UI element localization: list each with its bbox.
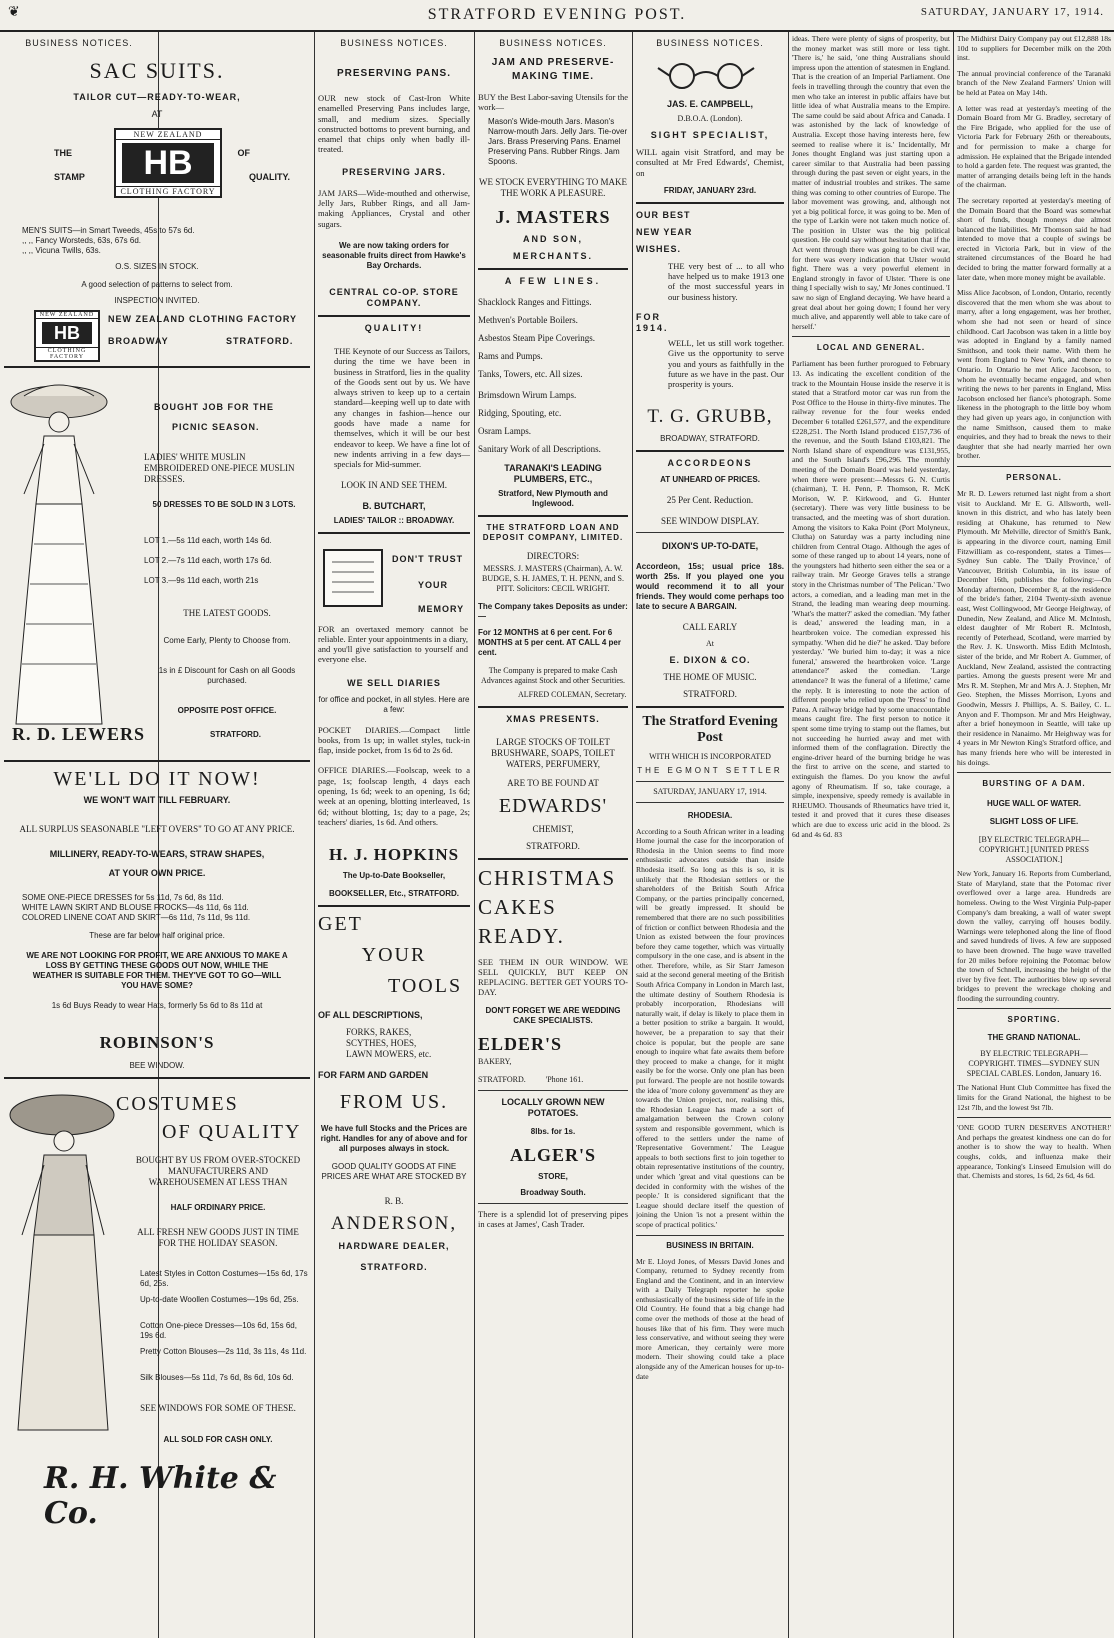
ad-text: MESSRS. J. MASTERS (Chairman), A. W. BUDGE, S. H. JAMES, T. H. PENN, and S. PITT. Solicitors: CECIL WRIGHT. <box>482 563 624 593</box>
ad-text: LOOK IN AND SEE THEM. <box>340 479 448 490</box>
ad-text: STRATFORD. <box>526 840 580 851</box>
ad-text: QUALITY. <box>248 172 290 182</box>
ad-subhead: TAILOR CUT—READY-TO-WEAR, <box>73 92 241 102</box>
lot-line: LOT 3.—9s 11d each, worth 21s <box>144 576 259 585</box>
ad-headline: TOOLS <box>388 975 463 998</box>
column-rule <box>314 32 315 1638</box>
divider <box>478 1090 628 1091</box>
ad-text: The Company is prepared to make Cash Advances against Stock and other Securities. <box>481 665 625 685</box>
ad-text: We are now taking orders for seasonable fruits direct from Hawke's Bay Orchards. <box>322 240 466 270</box>
ad-text: At <box>706 638 714 648</box>
ad-text: D.B.O.A. (London). <box>677 114 743 123</box>
ad-headline: XMAS PRESENTS. <box>506 713 600 724</box>
ad-headline: LOCALLY GROWN NEW POTATOES. <box>501 1096 605 1118</box>
ad-headline: NEW YEAR <box>636 226 693 237</box>
ad-text: BAKERY, <box>478 1056 512 1066</box>
ad-text: THE Keynote of our Success as Tailors, during the time we have been in business in Stratford, lies in the quality of the Goods sent out by us. We have always striven to keep up to a certain standard—keeping well up to date with any changes in fashion—hence our goods have made a name for themselves, which it will be our best endeavor to keep. We have a fine lot of new indents arriving in a few days—specials for Mid-summer. <box>334 345 470 470</box>
divider <box>478 858 628 860</box>
divider <box>957 466 1111 467</box>
price-line: SOME ONE-PIECE DRESSES for 5s 11d, 7s 6d, 8s 11d. <box>22 893 224 902</box>
masthead-title: STRATFORD EVENING POST. <box>427 6 687 23</box>
ad-subhead: FOR 1914. <box>636 312 669 334</box>
article-headline: PERSONAL. <box>1006 472 1062 482</box>
logo-text: HB <box>42 322 92 344</box>
ad-advertiser: ANDERSON, <box>330 1213 458 1235</box>
article-body: Parliament has been further prorogued to February 13. As indicating the excellent condition of the track to the Mountain House inside the reserve it is stated that a Stratford motor car was run from the Post Office to the House in thirty-five minutes. The railway revenue for the four weeks ended December 6 totalled £261,577, and the expenditure £228,251. The North Island produced £157,736 of the revenue, and the South Island £103,821. The North Island share of expenditure was £131,955, and the South Island's £96,296. The monthly meeting of the Domain Board was held yesterday, when there were present:—Messrs G. N. Curtis (chairman), T. H. Penn, P. Thomson, R. McK Morison, W. P. Kirkwood, and G. Hunter (secretary). There was very little business to be transacted, and the meeting was of short duration. Among the visitors to Kaka Point (Port Molyneux, Clutha) on Saturday was a party including nine children from Central Otago. Although the ages of some of these ranged up to about 14 years, none of the youngsters had hitherto seen either the sea or a railway train. Mr George Graves tells a strange story in the Christmas number of 'The Pelican.' Two actors, a comedian, and a leading man met in the Strand, the leading man wearing deep mourning. 'What's the matter?' asked the comedian. 'My father is dead,' answered the leading man, in a heartbroken voice. The comedian expressed his sympathy. 'When did he die?' he asked. 'Day before yesterday.' 'We buried him to-day; it was a nice funeral,' answered the heartbroken voice. 'Large attendance?' asked the comedian. 'Large attendance? It was the funeral of a lifetime,' came the reply. It is interesting to note the action of different people who relied upon the 'Press' to find Patea. A railway bridge had by some unaccountable means caught fire. The first person to notice it spent some time trying to stamp out the flames, but not succeeding he hurried away and met with informed them of the conflagration. Directly the engine-driver heard of the burning bridge he was the first to arrive on the scene, and started to extinguish the flames. Do you know the awful agony of Rheumatism. If so, take courage, a simple, inexpensive, speedy remedy is available in RHEUMO. Thousands of Rheumatics have tried it, tested it and proved that it cures these diseases which are due to excess uric acid in the blood. 2s 6d and 4s 6d. 83 <box>792 359 950 839</box>
divider <box>4 760 310 762</box>
price-line: Latest Styles in Cotton Costumes—15s 6d, 17s 6d, 25s. <box>140 1269 308 1288</box>
ad-text: DIRECTORS: <box>526 550 580 561</box>
logo-text: HB <box>122 143 214 183</box>
ad-text: LARGE STOCKS OF TOILET BRUSHWARE, SOAPS, TOILET WATERS, PERFUMERY, <box>491 736 615 769</box>
ad-text: ALL SOLD FOR CASH ONLY. <box>163 1435 273 1444</box>
ad-list: Mason's Wide-mouth Jars. Mason's Narrow-mouth Jars. Jelly Jars. Tie-over Jars. Brass Preserving Pans. Enamel Preserving Pans. Rubber Rings. Jam Spoons. <box>488 116 628 166</box>
masthead-date: SATURDAY, JANUARY 17, 1914. <box>920 6 1104 18</box>
ad-costumes <box>4 1085 310 1475</box>
column-4 <box>636 34 784 1638</box>
article-body: The annual provincial conference of the Taranaki branch of the New Zealand Farmers' Union will be held at Patea on May 14th. <box>957 68 1111 97</box>
ad-headline: WE'LL DO IT NOW! <box>53 768 261 790</box>
ad-text: STRATFORD. <box>683 688 737 699</box>
ad-subhead: PICNIC SEASON. <box>172 422 260 432</box>
article-body: Mr E. Lloyd Jones, of Messrs David Jones and Company, returned to Sydney recently from England and the Continent, and in an interview with a Daily Telegraph reporter he spoke enthusiastically of the business side of life in the Old Country. He found that a big change had come over the methods of those at the head of houses like that of his firm. They were much less conservative, and without seeing they were more American, they certainly were more modern. Their showing could take a place alongside any of the American houses for up-to-date <box>636 1256 784 1381</box>
ad-headline: FROM US. <box>339 1091 449 1114</box>
article-credit: BY ELECTRIC TELEGRAPH—COPYRIGHT. TIMES—SYDNEY SUN SPECIAL CABLES. London, January 16. <box>966 1049 1102 1079</box>
ad-text: There is a splendid lot of preserving pipes in cases at James', Cash Trader. <box>478 1208 628 1230</box>
ad-advertiser: CENTRAL CO-OP. STORE COMPANY. <box>329 286 459 308</box>
divider <box>957 772 1111 773</box>
ad-text: OUR new stock of Cast-Iron White enamelled Preserving Pans includes large, small, and medium sizes. Specially constructed bottoms to prevent burning, and enamel that chips only when badly ill-treated. <box>318 93 470 155</box>
ad-text: BUY the Best Labor-saving Utensils for the work— <box>478 92 628 113</box>
ad-text: INSPECTION INVITED. <box>114 296 200 305</box>
ad-headline: OUR BEST <box>636 209 691 220</box>
ad-headline: COSTUMES <box>116 1093 239 1115</box>
ad-text: SEE WINDOWS FOR SOME OF THESE. <box>140 1403 296 1413</box>
lot-line: LOT 2.—7s 11d each, worth 17s 6d. <box>144 556 272 565</box>
ad-text: BEE WINDOW. <box>129 1061 185 1070</box>
ad-text: 50 DRESSES TO BE SOLD IN 3 LOTS. <box>152 500 296 509</box>
ad-text: THE HOME OF MUSIC. <box>663 671 757 682</box>
ad-text: Broadway South. <box>520 1187 586 1197</box>
masthead-ornament: ❦ <box>8 5 20 20</box>
price-line: ,, ,, Fancy Worsteds, 63s, 67s 6d. <box>22 236 142 245</box>
masthead <box>0 0 1114 32</box>
ad-text: OPPOSITE POST OFFICE. <box>177 706 277 715</box>
column-rule <box>632 32 633 1638</box>
ad-text: MERCHANTS. <box>513 250 593 261</box>
ad-text: Accordeon, 15s; usual price 18s. worth 25s. If you played one you would recommend it to all your friends. They would come perhaps too late to secure A BARGAIN. <box>636 561 784 611</box>
hb-logo <box>114 128 222 198</box>
ad-text: WE STOCK EVERYTHING TO MAKE THE WORK A PLEASURE. <box>479 176 627 198</box>
ad-text: 8lbs. for 1s. <box>530 1126 576 1136</box>
ad-advertiser: ELDER'S <box>478 1033 563 1054</box>
ad-headline: PRESERVING PANS. <box>337 68 451 79</box>
ad-advertiser: E. DIXON & CO. <box>669 654 751 665</box>
ad-text: OF <box>237 148 250 158</box>
section-heading: BUSINESS NOTICES. <box>25 38 133 48</box>
ad-headline: CAKES <box>478 894 557 919</box>
divider <box>318 315 470 317</box>
ad-text: GOOD QUALITY GOODS AT FINE PRICES ARE WHAT ARE STOCKED BY <box>321 1162 467 1182</box>
ad-text: BOUGHT BY US FROM OVER-STOCKED MANUFACTURERS AND WAREHOUSEMEN AT LESS THAN <box>135 1155 301 1187</box>
article-body: 'ONE GOOD TURN DESERVES ANOTHER!' And perhaps the greatest kindness one can do for another is to show the way to health. When coughs, colds, and influenza make their appearance, Tonking's Linseed Emulsion will do that. Chemists and stores, 1s 6d, 2s 6d, 4s 6d. <box>957 1123 1111 1181</box>
ad-text: BROADWAY, STRATFORD. <box>660 433 760 443</box>
ad-advertiser: B. BUTCHART, <box>362 500 426 511</box>
ad-text: LADIES' WHITE MUSLIN EMBROIDERED ONE-PIECE MUSLIN DRESSES. <box>144 452 295 484</box>
paper-date: SATURDAY, JANUARY 17, 1914. <box>653 786 767 796</box>
ad-line: Rams and Pumps. <box>478 350 543 361</box>
article-body: ideas. There were plenty of signs of prosperity, but the money market was still more or less tight. 'There is,' he said, 'one thing Australians should impress upon the attention of statesmen in England. That is the creation of an Imperial Parliament. One feels in travelling through the country that even the men who take an interest in public affairs have but little idea of what Australia means to the Empire. The same could be said about Africa and Canada. I was astonished by the lack of knowledge of Australia. Except those having interests here, few seemed to realise where it is.' Incidentally, Mr Jones thought England was just starting upon a career similar to that Australia had been passing through during the past seven or eight years, in the matter of industrial troubles and strikes. The same thing was coming to other countries of Europe. The labor movement was growing, and, although not yet a big political force, it was going to be. Men of the type of Larkin were not taken much notice of. The position in Ulster was the big political question. He could say without hesitation that if the Act went through there was going to be civil war, for there was every indication that Ulster would fight. There was a very powerful element in England strongly in favor of Ulster. 'There is one thing I specially wish to say,' Mr Jones continued. 'I saw no sign of England decaying. We have heard a great deal about her going down; I found her very much alive, and apparently well able to take care of herself.' <box>792 34 950 331</box>
divider <box>636 706 784 708</box>
ad-headline: A FEW LINES. <box>504 275 602 286</box>
ad-line: Sanitary Work of all Descriptions. <box>478 443 601 454</box>
divider <box>636 532 784 533</box>
article-body: Mr R. D. Lewers returned last night from a short visit to Auckland. Mr E. G. Allsworth, well-known in this district, and who has lately been residing at Ohakune, has returned to New Plymouth. Mr Melville, director of Smith's Bank, is appearing in the divorce court, naming Emil Fitzwilliam as co-respondent, states a Times—Sydney Sun cable. The 'Daily Province,' of Vancouver, British Columbia, in its issue of December 16th, publishes the following:—On Monday afternoon, December 8, at the residence of the bride's father, 2104 Twenty-sixth avenue east, West Collingwood, Mr George Heighway, of Dunedin, New Zealand, and Alice M. McIntosh, eldest daughter of Mr Robert R. McIntosh, recently of Peterhead, Scotland, were married by the Rev. J. K. Unsworth. Miss Edith McIntosh, sister of the bride, and Mr Robert A. Gummer, of Auckland, New Zealand, assisted the contracting parties. Among the guests present were Mr and Mrs R. M. Stephen, Mr and Mrs A. J. Stephen, Mr Geo. Stephen, the Misses Morrison, Lyons and Goodwin, Messrs J. Phillips, A. S. Bailey, C. L. Anyon and F. Thompson. Mr and Mrs Heighway, after a brief honeymoon in Seattle, will take up their residence in Nanaimo. Mr Heighway was for 4 years in Mr Newton King's Stratford office, and has many friends here who will be interested in his doings. <box>957 488 1111 767</box>
ad-advertiser: NEW ZEALAND CLOTHING FACTORY <box>108 314 297 324</box>
ad-text: A good selection of patterns to select from. <box>81 280 233 289</box>
ad-signature: R. H. White & Co. <box>44 1461 277 1531</box>
divider <box>318 905 470 907</box>
ad-text: CALL EARLY <box>682 621 738 632</box>
ad-text: AT <box>151 109 163 119</box>
article-subhead: HUGE WALL OF WATER. <box>987 799 1081 809</box>
spectacles-icon <box>656 60 756 90</box>
ad-text: ALL FRESH NEW GOODS JUST IN TIME FOR THE HOLIDAY SEASON. <box>137 1227 299 1248</box>
ad-advertiser: ROBINSON'S <box>99 1033 215 1052</box>
ad-text: WELL, let us still work together. Give us the opportunity to serve you and yours as faithfully in the future as we have in the past. Our prosperity is yours. <box>668 338 784 390</box>
logo-text: CLOTHING FACTORY <box>36 347 98 360</box>
divider <box>636 781 784 782</box>
divider <box>792 336 950 337</box>
ad-headline: CHRISTMAS <box>478 865 617 890</box>
ad-text: ALFRED COLEMAN, Secretary. <box>518 689 627 699</box>
column-5 <box>792 34 950 1638</box>
divider <box>478 1203 628 1204</box>
divider <box>4 366 310 368</box>
ad-text: THE <box>54 148 72 158</box>
ad-text: AT YOUR OWN PRICE. <box>108 868 206 878</box>
ad-headline: ACCORDEONS <box>667 457 753 468</box>
ad-text: ARE TO BE FOUND AT <box>507 777 599 788</box>
ad-headline: YOUR <box>361 944 427 967</box>
ad-advertiser: T. G. GRUBB, <box>647 405 773 427</box>
ad-text: HALF ORDINARY PRICE. <box>170 1203 266 1212</box>
ad-text: 1s 6d Buys Ready to wear Hats, formerly 5s 6d to 8s 11d at <box>51 1001 263 1010</box>
ad-text: DON'T FORGET WE ARE WEDDING CAKE SPECIALISTS. <box>485 1005 621 1025</box>
ad-text: THE very best of ... to all who have helped us to make 1913 one of the most successful years in our business history. <box>668 260 784 302</box>
article-body: The secretary reported at yesterday's meeting of the Domain Board that the Board was somewhat short of funds, though moneys due almost balanced the liabilities. Mr Thomson said he had intended to move that a couple of swings be erected in Victoria Park, but in view of the straitened circumstances of the Board he had decided to bring the matter forward formally at a later date, when more money might be available. <box>957 195 1111 282</box>
article-body: A letter was read at yesterday's meeting of the Domain Board from Mr G. Bradley, secretary of the Fire Brigade, who applied for the use of Victoria Park for February 26th or thereabouts, and for permission to make a charge for admission. He explained that the Brigade intended to hold a garden fete. The request was granted, the matter of arranging details being left in the hands of the chairman. <box>957 103 1111 190</box>
ad-headline: BOUGHT JOB FOR THE <box>154 402 275 412</box>
column-3 <box>478 34 628 1638</box>
ad-text: 1s in £ Discount for Cash on all Goods purchased. <box>158 666 296 685</box>
ad-text: JAM JARS—Wide-mouthed and otherwise, Jelly Jars, Rubber Rings, and all Jam-making Appliances, Crystal and other sugars. <box>318 187 470 229</box>
ad-headline: READY. <box>478 923 565 948</box>
ad-text: HARDWARE DEALER, <box>338 1241 450 1252</box>
divider <box>478 268 628 270</box>
article-headline: SPORTING. <box>1007 1015 1061 1025</box>
ad-text: These are far below half original price. <box>89 931 225 940</box>
ad-text: STORE, <box>538 1171 568 1181</box>
ad-text: BROADWAY <box>108 336 169 346</box>
ad-line: Osram Lamps. <box>478 425 531 436</box>
price-line: MEN'S SUITS—in Smart Tweeds, 45s to 57s 6d. <box>22 226 195 235</box>
column-rule <box>474 32 475 1638</box>
section-heading: BUSINESS NOTICES. <box>656 38 764 48</box>
divider <box>318 532 470 534</box>
lady-illustration-icon <box>4 374 114 734</box>
ad-text: THE LATEST GOODS. <box>183 608 271 618</box>
ad-text: STRATFORD. 'Phone 161. <box>478 1074 584 1084</box>
price-line: COLORED LINENE COAT AND SKIRT—6s 11d, 7s 11d, 9s 11d. <box>22 913 251 922</box>
ad-text: LADIES' TAILOR :: BROADWAY. <box>333 515 455 525</box>
ad-text: STRATFORD. <box>226 336 294 346</box>
divider <box>636 202 784 204</box>
ad-sac-suits <box>4 58 310 360</box>
divider <box>636 802 784 803</box>
ad-headline: QUALITY! <box>364 322 424 333</box>
logo-text: NEW ZEALAND <box>116 130 220 140</box>
section-heading: BUSINESS NOTICES. <box>499 38 607 48</box>
ad-headline: SAC SUITS. <box>89 58 225 83</box>
price-line: WHITE LAWN SKIRT AND BLOUSE FROCKS—4s 11d, 6s 11d. <box>22 903 249 912</box>
divider <box>478 515 628 517</box>
article-body: New York, January 16. Reports from Cumberland, State of Maryland, state that the Potomac river overflowed over a large area. Hundreds are homeless. Owing to the West Virginia Pulp-paper Company's dam breaking, a wall of water swept down the valley, carrying off houses bodily. Warnings were telephoned along the line of flood and saved hundreds of lives. A few are supposed to have been drowned. The huge wave travelled for 20 miles before rejoining the Potomac below the town of Schnell, increasing the height of the river by five feet. The authorities blew up several bridges to prevent the wreckage choking and flooding the surrounding country. <box>957 869 1111 1003</box>
price-line: Pretty Cotton Blouses—2s 11d, 3s 11s, 4s 11d. <box>140 1347 307 1356</box>
article-headline: BURSTING OF A DAM. <box>982 779 1086 789</box>
ad-lewers <box>4 374 310 754</box>
ad-text: for office and pocket, in all styles. Here are a few: <box>318 694 470 714</box>
ad-advertiser: JAS. E. CAMPBELL, <box>666 99 753 109</box>
price-line: Silk Blouses—5s 11d, 7s 6d, 8s 6d, 10s 6d. <box>140 1373 294 1382</box>
divider <box>636 450 784 452</box>
ad-text: O.S. SIZES IN STOCK. <box>115 262 199 271</box>
ad-subhead: FOR FARM AND GARDEN <box>318 1070 429 1081</box>
ad-text: STRATFORD. <box>210 730 261 739</box>
ad-text: WILL again visit Stratford, and may be consulted at Mr Fred Edwards', Chemist, on <box>636 147 784 178</box>
ad-headline: WE SELL DIARIES <box>347 677 441 688</box>
ad-text: BOOKSELLER, Etc., STRATFORD. <box>328 889 460 899</box>
ad-headline: DIXON'S UP-TO-DATE, <box>661 540 759 551</box>
ad-text: The Company takes Deposits as under:— <box>478 601 628 621</box>
ad-line: Methven's Portable Boilers. <box>478 314 578 325</box>
ad-advertiser: TARANAKI'S LEADING PLUMBERS, ETC., <box>504 462 602 484</box>
article-body: Miss Alice Jacobson, of London, Ontario, recently discovered that the men whom she was about to marry, after a long engagement, was her brother, whom she had not seen or heard of since childhood. Carl Jacobson was taken in a little boy was adopted in England by a family named Smithson, and took their name. With them he went from England to New York, and thence to Ontario. In Ontario he met Alice Jacobson, to whom he eventually became engaged, and when writing the news to her parents in England, Miss Jacobson enclosed her fiance's photograph. Some likeness in the photograph to the little boy whom they had given up years ago, in conjunction with the name Smithson, caused them to make enquiries, and they had to break the news to their daughter that she had nearly married her own brother. <box>957 288 1111 461</box>
hb-logo-small <box>34 310 100 362</box>
ad-subhead: OF ALL DESCRIPTIONS, <box>318 1010 423 1021</box>
article-subhead: SLIGHT LOSS OF LIFE. <box>989 817 1079 827</box>
article-body: The Midhirst Dairy Company pay out £12,888 18s 10d to suppliers for December milk on the 20th inst. <box>957 34 1111 63</box>
price-line: Up-to-date Woollen Costumes—19s 6d, 25s. <box>140 1295 299 1304</box>
ad-text: Come Early, Plenty to Choose from. <box>163 636 291 645</box>
ad-text: The Up-to-Date Bookseller, <box>342 871 446 881</box>
ad-text: MILLINERY, READY-TO-WEARS, STRAW SHAPES, <box>49 849 265 859</box>
ad-subhead: WE WON'T WAIT TILL FEBRUARY. <box>83 795 231 805</box>
ad-advertiser: ALGER'S <box>509 1144 597 1165</box>
ad-text: FORKS, RAKES, SCYTHES, HOES, LAWN MOWERS, etc. <box>346 1027 432 1060</box>
divider <box>478 706 628 708</box>
ad-advertiser: R. D. LEWERS <box>12 724 146 744</box>
ad-text: ALL SURPLUS SEASONABLE "LEFT OVERS" TO GO AT ANY PRICE. <box>19 824 295 834</box>
logo-text: NEW ZEALAND <box>36 312 98 319</box>
ad-headline: JAM AND PRESERVE-MAKING TIME. <box>491 57 615 82</box>
price-line: ,, ,, Vicuna Twills, 63s. <box>22 246 101 255</box>
ad-text: R. B. <box>384 1196 404 1207</box>
ad-text: FRIDAY, JANUARY 23rd. <box>663 185 757 195</box>
ad-text: POCKET DIARIES.—Compact little books, from 1s up; in wallet styles, tuck-in flap, inside pocket, from 1s 6d to 2s 6d. <box>318 724 470 756</box>
article-body: The National Hunt Club Committee has fixed the limits for the Grand National, the highest to be 12st 7lb, and the lowest 9st 7lb. <box>957 1083 1111 1112</box>
ad-text: 25 Per Cent. Reduction. <box>666 494 754 505</box>
divider <box>957 1117 1111 1118</box>
ad-line: Asbestos Steam Pipe Coverings. <box>478 332 595 343</box>
ad-advertiser: H. J. HOPKINS <box>328 845 460 865</box>
ad-text: Stratford, New Plymouth and Inglewood. <box>498 488 608 508</box>
ad-headline: WISHES. <box>636 243 682 254</box>
ad-line: Tanks, Towers, etc. All sizes. <box>478 368 583 379</box>
section-heading: BUSINESS NOTICES. <box>340 38 448 48</box>
ad-subhead: PRESERVING JARS. <box>342 166 446 177</box>
column-rule <box>788 32 789 1638</box>
ad-advertiser: J. MASTERS <box>495 206 611 227</box>
ad-headline: SIGHT SPECIALIST, <box>650 130 770 140</box>
ad-text: SEE THEM IN OUR WINDOW. WE SELL QUICKLY, BUT KEEP ON REPLACING. BETTER GET YOURS TO-DAY. <box>478 956 628 998</box>
ad-text: We have full Stocks and the Prices are right. Handles for any of above and for all purposes always in stock. <box>320 1124 468 1154</box>
ad-advertiser: EDWARDS' <box>498 794 608 817</box>
ad-line: Ridging, Spouting, etc. <box>478 407 562 418</box>
article-headline: LOCAL AND GENERAL. <box>816 343 926 353</box>
lady-illustration-icon <box>4 1085 124 1435</box>
ad-text: OFFICE DIARIES.—Foolscap, week to a page, 1s; foolscap length, 4 days each opening, 1s 6d; week to an opening, 1s 6d; week at an opening, blotting interleaved, 1s 6d; without blotting, 1s; day to a page, 2s; teachers' diaries, 1s 6d. And others. <box>318 765 470 827</box>
article-body: According to a South African writer in a leading Home journal the case for the incorporation of Rhodesia in the Union seems to find more enthusiastic advocates outside than inside Rhodesia itself. So long as this is so, it is unlikely that the Rhodesian settlers or the shareholders of the British South Africa Company, or the parties principally concerned, will be greatly impressed. It should be remembered that there are no such possibilities of friction or conflict between Rhodesia and the Union as existed between the four provinces before they came together, which was virtually compulsory in the one case, and is absent in the other. Therefore, while, as Sir Starr Jameson said at the second general meeting of the British South Africa Company in London in March last, the ultimate destiny of Southern Rhodesia is probably incorporation, Rhodesians will naturally wait, if delay is likely to place them in a better position to strike a bargain. It would, however, be a preparation to say that their choice is popular, but the people are sane enough to inquire what fate awaits them before they proceed to make a change, for it might easily be for the worse. Only one plan has been put forward. The people are not hostile towards the idea of 'more colony government' as they are towards the Union project, nor, realising this, the Rhodesian League has made a sort of amalgamation between the Crown colony system and responsible government, which is offered to the settlers under the name of 'Representative Government.' The League appeals to both sections first to join together to obtain representative institutions of the country, under which 'great and vital questions can be decided in conformity with the wishes of the people.' It is considered significant that the League should declare itself the question of joining the Union 'is not a present within the scope of practical politics.' <box>636 826 784 1229</box>
column-1 <box>4 34 310 1638</box>
ad-text: STRATFORD. <box>360 1262 428 1273</box>
ad-text: AND SON, <box>522 233 583 244</box>
column-rule <box>953 32 954 1638</box>
logo-text: CLOTHING FACTORY <box>116 186 220 196</box>
article-headline: BUSINESS IN BRITAIN. <box>666 1240 754 1250</box>
paper-subtitle: THE EGMONT SETTLER <box>637 765 783 775</box>
ad-line: Brimsdown Wirum Lamps. <box>478 389 577 400</box>
ad-subhead: AT UNHEARD OF PRICES. <box>660 474 760 484</box>
paper-nameplate: The Stratford Evening Post <box>642 713 778 745</box>
ad-text: CHEMIST, <box>532 823 574 834</box>
price-line: Cotton One-piece Dresses—10s 6d, 15s 6d, 19s 6d. <box>140 1321 297 1340</box>
ad-subhead: YOUR <box>418 579 449 590</box>
ad-text: SEE WINDOW DISPLAY. <box>661 515 759 526</box>
column-6 <box>957 34 1111 1638</box>
paper-subtitle: WITH WHICH IS INCORPORATED <box>649 751 771 761</box>
column-2 <box>318 34 470 1638</box>
lot-line: LOT 1.—5s 11d each, worth 14s 6d. <box>144 536 272 545</box>
ad-text: STAMP <box>54 172 85 182</box>
divider <box>4 1077 310 1079</box>
ad-text: For 12 MONTHS at 6 per cent. For 6 MONTHS at 5 per cent. AT CALL 4 per cent. <box>478 627 621 657</box>
article-credit: [BY ELECTRIC TELEGRAPH—COPYRIGHT.] [UNITED PRESS ASSOCIATION.] <box>978 835 1090 865</box>
article-subhead: THE GRAND NATIONAL. <box>987 1033 1081 1043</box>
article-headline: RHODESIA. <box>687 810 733 820</box>
ad-text: WE ARE NOT LOOKING FOR PROFIT, WE ARE ANXIOUS TO MAKE A LOSS BY GETTING THESE GOODS OUT NOW, WHILE THE WEATHER IS SUITABLE FOR THEM. THEY'VE GOT TO GO—WILL YOU HAVE SOME? <box>26 951 288 990</box>
memo-book-icon <box>322 548 384 608</box>
ad-headline: DON'T TRUST <box>392 553 464 564</box>
ad-well-do-it <box>4 768 310 1071</box>
ad-text: FOR an overtaxed memory cannot be reliable. Enter your appointments in a diary, and you'll give satisfaction to yourself and everyone else. <box>318 623 468 665</box>
ad-line: Shacklock Ranges and Fittings. <box>478 296 592 307</box>
divider <box>957 1008 1111 1009</box>
ad-diaries-header <box>318 540 470 670</box>
ad-headline: THE STRATFORD LOAN AND DEPOSIT COMPANY, LIMITED. <box>482 522 624 542</box>
ad-headline: GET <box>318 913 363 936</box>
ad-subhead: OF QUALITY <box>162 1121 302 1143</box>
divider <box>636 1235 784 1236</box>
ad-subhead: MEMORY <box>418 603 465 614</box>
